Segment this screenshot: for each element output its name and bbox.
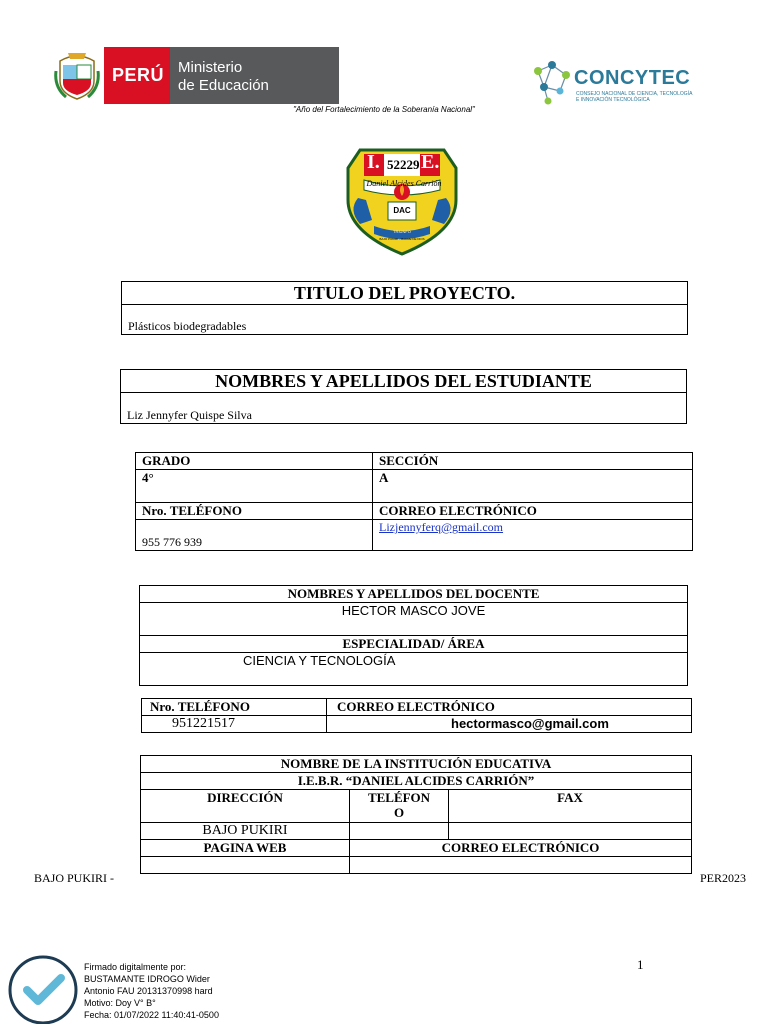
- section-label: SECCIÓN: [373, 453, 693, 470]
- digital-signature-block: [84, 961, 219, 1021]
- fax-label: FAX: [449, 790, 692, 823]
- crest-letter-left: I.: [367, 151, 380, 173]
- institution-phone-label-2: O: [393, 805, 405, 820]
- fax-value: [449, 823, 692, 840]
- institution-email-label: CORREO ELECTRÓNICO: [350, 840, 692, 857]
- student-names-label: NOMBRES Y APELLIDOS DEL ESTUDIANTE: [121, 370, 687, 393]
- project-title-value: Plásticos biodegradables: [122, 305, 688, 335]
- student-phone-value: 955 776 939: [136, 520, 373, 551]
- teacher-email-value: hectormasco@gmail.com: [327, 716, 692, 733]
- teacher-email-label: CORREO ELECTRÓNICO: [327, 699, 692, 716]
- crest-ribbon: TRIUNFO: [393, 229, 411, 234]
- crest-foot: BAJO PUKIRI - MADRE DE DIOS: [379, 237, 425, 241]
- ministry-line-2: de Educación: [178, 77, 269, 94]
- crest-number: 52229: [387, 157, 420, 172]
- student-phone-label: Nro. TELÉFONO: [136, 503, 373, 520]
- signature-line-5: Fecha: 01/07/2022 11:40:41-0500: [84, 1010, 219, 1020]
- footer-right-text: PER2023: [700, 871, 747, 885]
- teacher-phone-label: Nro. TELÉFONO: [142, 699, 327, 716]
- institution-name-value: I.E.B.R. “DANIEL ALCIDES CARRIÓN”: [141, 773, 692, 790]
- crest-school-name: Daniel Alcides Carrión: [366, 179, 442, 188]
- crest-letter-right: E.: [421, 151, 440, 173]
- institution-phone-label-1: TELÉFON: [367, 790, 431, 805]
- grade-value: 4°: [136, 470, 373, 503]
- concytec-subtitle: CONSEJO NACIONAL DE CIENCIA, TECNOLOGÍA E INNOVACIÓN TECNOLÓGICA: [576, 91, 693, 103]
- student-names-value: Liz Jennyfer Quispe Silva: [121, 393, 687, 424]
- teacher-names-value: HECTOR MASCO JOVE: [140, 603, 688, 636]
- teacher-names-label: NOMBRES Y APELLIDOS DEL DOCENTE: [140, 586, 688, 603]
- network-icon: [530, 55, 574, 107]
- institution-phone-value: [350, 823, 449, 840]
- project-title-table: [121, 281, 688, 335]
- web-label: PAGINA WEB: [141, 840, 350, 857]
- signature-line-4: Motivo: Doy V° B°: [84, 998, 156, 1008]
- address-value: BAJO PUKIRI: [141, 823, 350, 840]
- section-value: A: [373, 470, 693, 503]
- crest-initials: DAC: [393, 206, 411, 215]
- web-value: [141, 857, 350, 874]
- page-number: 1: [637, 957, 644, 972]
- specialty-value: CIENCIA Y TECNOLOGÍA: [140, 653, 688, 686]
- signature-line-1: Firmado digitalmente por:: [84, 962, 187, 972]
- signature-line-3: Antonio FAU 20131370998 hard: [84, 986, 213, 996]
- student-email-link[interactable]: Lizjennyferq@gmail.com: [379, 520, 504, 534]
- teacher-table: [139, 585, 688, 686]
- year-motto: "Año del Fortalecimiento de la Soberanía Nacional": [293, 105, 475, 114]
- institution-table: [140, 755, 692, 874]
- student-email-label: CORREO ELECTRÓNICO: [373, 503, 693, 520]
- signature-line-2: BUSTAMANTE IDROGO Wider: [84, 974, 210, 984]
- address-label: DIRECCIÓN: [141, 790, 350, 823]
- signature-check-icon: [7, 954, 79, 1024]
- institution-name-label: NOMBRE DE LA INSTITUCIÓN EDUCATIVA: [141, 756, 692, 773]
- project-title-label: TITULO DEL PROYECTO.: [122, 282, 688, 305]
- peru-word: PERÚ: [112, 65, 165, 85]
- student-names-table: [120, 369, 687, 424]
- concytec-name: CONCYTEC: [574, 67, 691, 89]
- grade-label: GRADO: [136, 453, 373, 470]
- institution-email-value: [350, 857, 692, 874]
- ministry-line-1: Ministerio: [178, 59, 243, 76]
- student-details-table: [135, 452, 693, 551]
- footer-left-text: BAJO PUKIRI -: [34, 871, 115, 885]
- teacher-contact-table: [141, 698, 692, 733]
- specialty-label: ESPECIALIDAD/ ÁREA: [140, 636, 688, 653]
- teacher-phone-value: 951221517: [142, 716, 327, 733]
- coat-of-arms-icon: [54, 51, 100, 101]
- concytec-logo: [530, 55, 700, 107]
- minedu-logo: [54, 47, 339, 104]
